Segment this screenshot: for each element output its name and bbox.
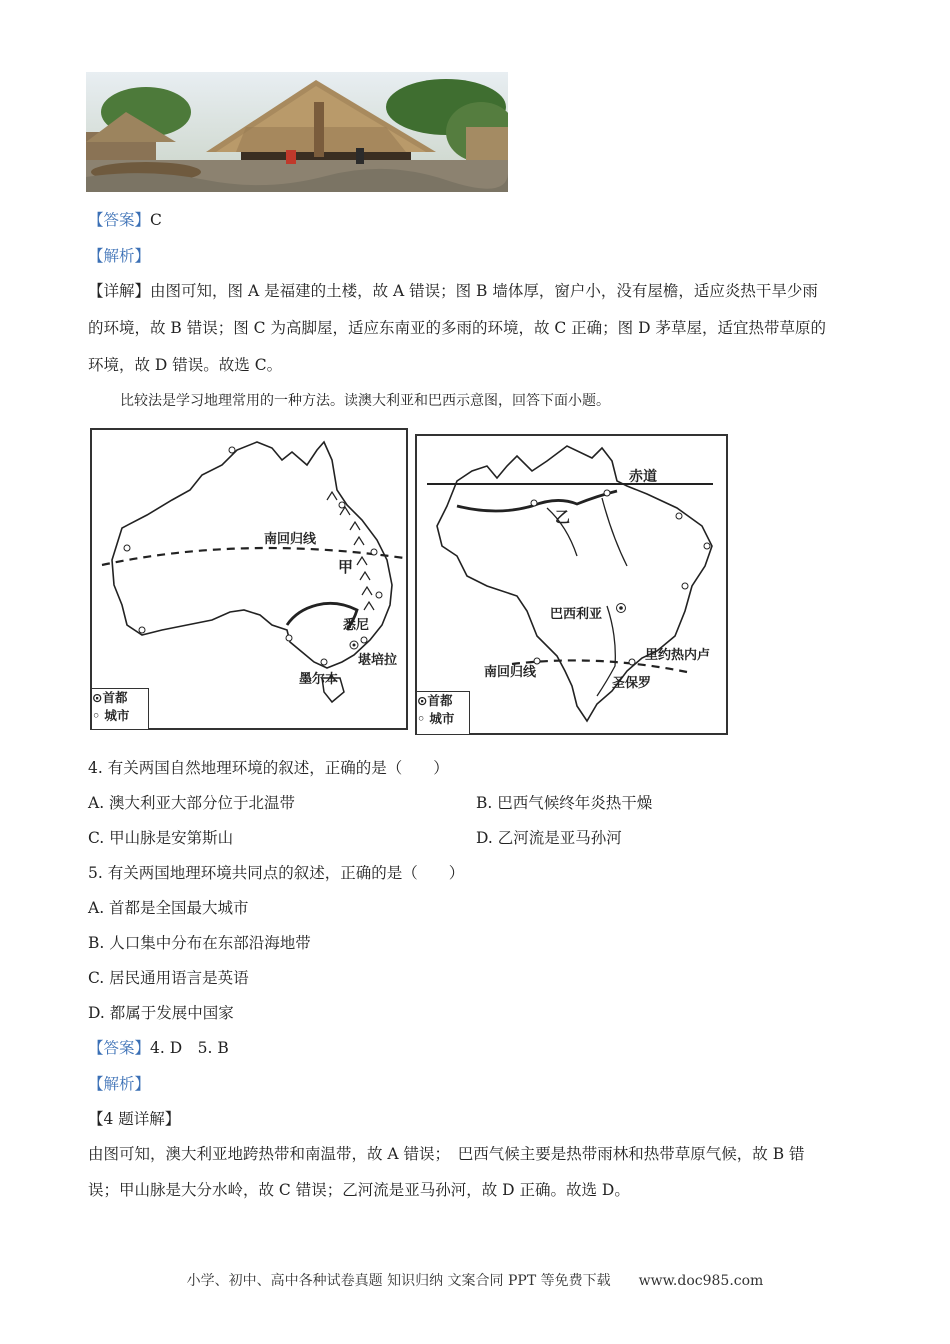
aus-legend	[92, 688, 149, 729]
q4-option-c: C. 甲山脉是安第斯山	[88, 829, 234, 847]
answer-tag: 【答案】	[88, 211, 151, 229]
q45-answer-tag: 【答案】	[88, 1039, 151, 1057]
capital-symbol-icon: ⊙	[92, 690, 103, 705]
river-yi-label: 乙	[555, 508, 571, 526]
mountain-jia-label: 甲	[338, 558, 354, 576]
q4-option-b: B. 巴西气候终年炎热干燥	[476, 794, 653, 812]
city-symbol-icon: ◦	[92, 708, 105, 723]
q45-analysis-line	[88, 1074, 150, 1094]
q5-option-b: B. 人口集中分布在东部沿海地带	[88, 934, 311, 952]
q45-analysis-tag: 【解析】	[88, 1075, 151, 1093]
detail-text-1: 由图可知，图 A 是福建的土楼，故 A 错误；图 B 墙体厚，窗户小，没有屋檐，适应炎热干旱少雨	[150, 282, 818, 300]
brazil-tropic-label: 南回归线	[484, 665, 537, 680]
legend-city: ◦ 城市	[417, 711, 455, 726]
detail-line-2: 的环境，故 B 错误；图 C 为高脚屋，适应东南亚的多雨的环境，故 C 正确；图 D 茅草屋，适宜热带草原的	[88, 319, 826, 337]
analysis-line	[88, 246, 150, 266]
thatched-hut-photo	[86, 72, 508, 192]
q5-option-d: D. 都属于发展中国家	[88, 1004, 234, 1022]
legend-capital: ⊙首都	[417, 693, 453, 708]
capital-brasilia-label: 巴西利亚	[550, 607, 603, 622]
equator-label: 赤道	[629, 469, 657, 485]
city-melbourne-label: 墨尔本	[299, 672, 339, 687]
analysis-tag: 【解析】	[88, 247, 151, 265]
q45-detail-line-1: 由图可知，澳大利亚地跨热带和南温带，故 A 错误； 巴西气候主要是热带雨林和热带草原气候，故 B 错	[88, 1145, 805, 1163]
intro-text: 比较法是学习地理常用的一种方法。读澳大利亚和巴西示意图，回答下面小题。	[120, 393, 610, 409]
q4-stem: 4. 有关两国自然地理环境的叙述，正确的是（ ）	[88, 759, 449, 777]
city-saopaulo-label: 圣保罗	[612, 676, 652, 691]
city-canberra-label: 堪培拉	[358, 653, 398, 668]
answer-line	[88, 210, 162, 230]
q4-option-a: A. 澳大利亚大部分位于北温带	[88, 794, 296, 812]
city-rio-label: 里约热内卢	[645, 648, 711, 663]
answer-value: C	[150, 211, 162, 229]
legend-capital: ⊙首都	[92, 690, 128, 705]
detail-line-3: 环境，故 D 错误。故选 C。	[88, 356, 283, 374]
australia-map	[90, 428, 408, 730]
city-symbol-icon: ◦	[417, 711, 430, 726]
aus-tropic-label: 南回归线	[264, 532, 317, 547]
brazil-map	[415, 434, 728, 735]
capital-symbol-icon: ⊙	[417, 693, 428, 708]
detail-line-1	[88, 281, 818, 301]
q45-detail-line-2: 误；甲山脉是大分水岭，故 C 错误；乙河流是亚马孙河，故 D 正确。故选 D。	[88, 1181, 630, 1199]
q45-answer-value: 4. D 5. B	[150, 1039, 229, 1057]
city-sydney-label: 悉尼	[343, 618, 370, 633]
q5-stem: 5. 有关两国地理环境共同点的叙述，正确的是（ ）	[88, 864, 465, 882]
q5-option-c: C. 居民通用语言是英语	[88, 969, 249, 987]
q5-option-a: A. 首都是全国最大城市	[88, 899, 249, 917]
q45-answer-line	[88, 1038, 229, 1058]
q45-detail-tag: 【4 题详解】	[88, 1110, 181, 1128]
legend-city: ◦ 城市	[92, 708, 130, 723]
q4-option-d: D. 乙河流是亚马孙河	[476, 829, 622, 847]
page-footer: 小学、初中、高中各种试卷真题 知识归纳 文案合同 PPT 等免费下载 www.doc985.com	[186, 1273, 764, 1289]
brazil-legend	[417, 691, 470, 734]
detail-tag: 【详解】	[88, 282, 151, 300]
